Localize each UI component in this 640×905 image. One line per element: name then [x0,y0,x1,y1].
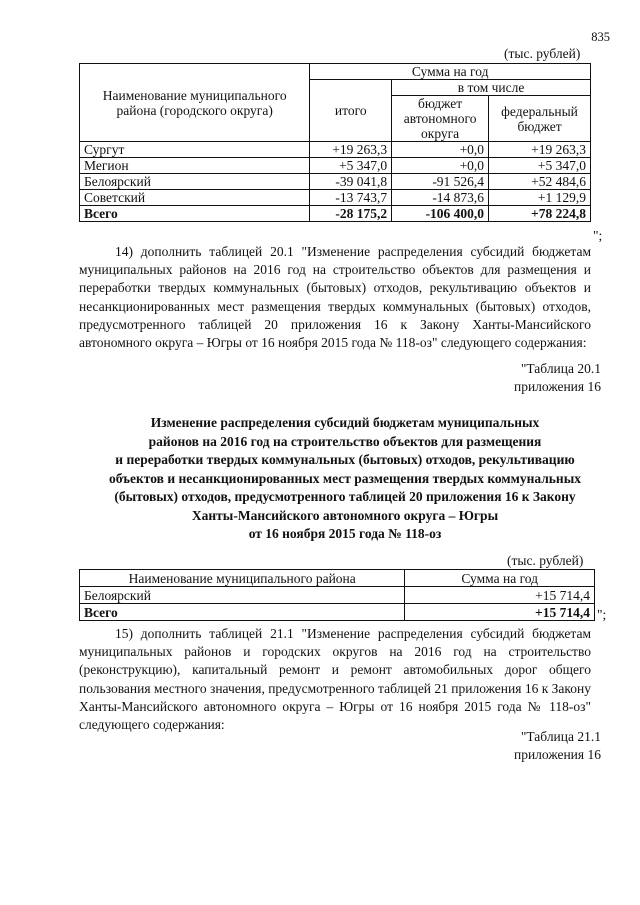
row-federal: +1 129,9 [489,190,591,206]
header-incl: в том числе [392,80,591,96]
header-sum-col: Сумма на год [405,570,595,587]
paragraph-14: 14) дополнить таблицей 20.1 "Изменение распределения субсидий бюджетам муниципальных районов на 2016 год на строительство объектов для размещения и переработки твердых коммунальных (бытовых) отходов, рекультивацию объектов и несанкционированных мест размещения твердых коммунальных (бытовых) отходов, предусмотренного таблицей 20 приложения 16 к Закону Ханты-Мансийского автономного округа – Югры от 16 ноября 2015 года № 118-оз" следующего содержания: [79,244,591,351]
row-regional: +0,0 [392,158,489,174]
row-total: -39 041,8 [310,174,392,190]
table-row [80,174,591,190]
table-21-1-caption: "Таблица 21.1 приложения 16 [513,729,601,762]
table2-closing: "; [597,607,607,622]
row-federal: +19 263,3 [489,142,591,158]
header-total: итого [310,80,392,142]
total-name: Всего [80,604,405,621]
row-name: Сургут [80,142,310,158]
total-total: -28 175,2 [310,206,392,222]
paragraph-15: 15) дополнить таблицей 21.1 "Изменение распределения субсидий бюджетам муниципальных районов и городских округов на 2016 год на строительство (реконструкцию), капитальный ремонт и ремонт автомобильных дорог общего пользования местного значения, предусмотренного таблицей 21 приложения 16 к Закону Ханты-Мансийского автономного округа – Югры от 16 ноября 2015 года № 118-оз" следующего содержания: [79,626,591,733]
row-name: Мегион [80,158,310,174]
subsidy-table-2 [79,569,595,621]
row-federal: +5 347,0 [489,158,591,174]
total-row [80,604,595,621]
table-20-1-title: Изменение распределения субсидий бюджетам муниципальных районов на 2016 год на строительство объектов для размещения и переработки твердых коммунальных (бытовых) отходов, рекультивацию объектов и несанкционированных мест размещения твердых коммунальных (бытовых) отходов, предусмотренного таблицей 20 приложения 16 к Закону Ханты-Мансийского автономного округа – Югры от 16 ноября 2015 года № 118-оз [109,415,581,541]
header-name-col: Наименование муниципального района (городского округа) [80,64,310,142]
row-total: -13 743,7 [310,190,392,206]
table-row [80,142,591,158]
header-regional: бюджет автономного округа [392,96,489,142]
row-total: +19 263,3 [310,142,392,158]
row-regional: -14 873,6 [392,190,489,206]
total-row [80,206,591,222]
total-sum: +15 714,4 [405,604,595,621]
row-name: Белоярский [80,587,405,604]
header-name-col: Наименование муниципального района [80,570,405,587]
table-row [80,587,595,604]
row-regional: +0,0 [392,142,489,158]
header-sum-group: Сумма на год [310,64,591,80]
table2-unit: (тыс. рублей) [507,553,584,568]
row-total: +5 347,0 [310,158,392,174]
total-regional: -106 400,0 [392,206,489,222]
row-regional: -91 526,4 [392,174,489,190]
table1-closing: "; [593,228,603,243]
row-name: Советский [80,190,310,206]
total-name: Всего [80,206,310,222]
subsidy-table-1 [79,63,591,222]
table-20-1-caption: "Таблица 20.1 приложения 16 [513,361,601,394]
table-row [80,190,591,206]
header-federal: федеральный бюджет [489,96,591,142]
page-number: 835 [591,30,610,44]
total-federal: +78 224,8 [489,206,591,222]
row-sum: +15 714,4 [405,587,595,604]
table1-unit: (тыс. рублей) [504,46,581,61]
row-federal: +52 484,6 [489,174,591,190]
row-name: Белоярский [80,174,310,190]
table-row [80,158,591,174]
